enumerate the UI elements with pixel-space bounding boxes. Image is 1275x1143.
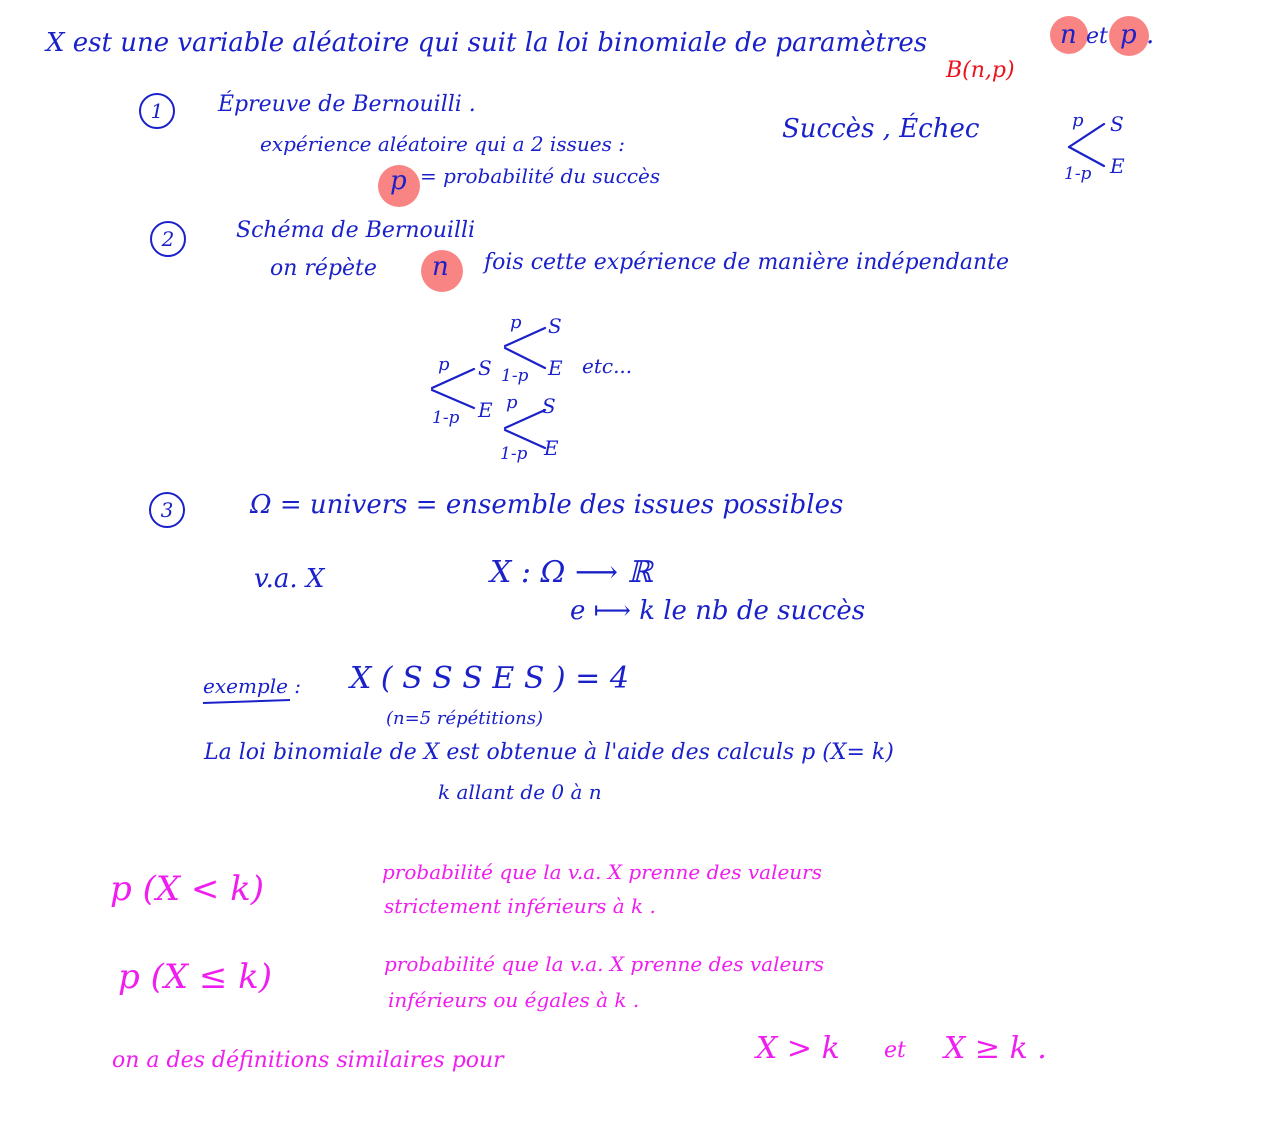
def1-formula: p (X < k) [110,869,265,909]
mapping-domain: X : Ω ⟶ ℝ [490,555,653,590]
sec1-p: p [390,166,407,196]
tree2-e-lower: E [544,436,559,460]
section-number-3: 3 [149,492,185,528]
binomial-notation: B(n,p) [946,58,1015,83]
tree2-e-upper: E [548,356,563,380]
tree2-s-lower: S [542,394,556,418]
sec2-line-a: on répète [270,256,377,281]
omega-definition: Ω = univers = ensemble des issues possibles [250,490,844,520]
tree1-failure: E [1110,154,1125,178]
def1-line1: probabilité que la v.a. X prenne des valeurs [382,860,822,884]
sec1-outcomes: Succès , Échec [782,114,980,144]
example-note: (n=5 répétitions) [386,708,543,729]
tree2-e-first: E [478,398,493,422]
def1-line2: strictement inférieurs à k . [384,894,656,918]
intro-and: et [1086,24,1108,49]
mapping-element: e ⟼ k le nb de succès [570,596,866,626]
closing-text: on a des définitions similaires pour [112,1048,504,1073]
sec1-p-definition: = probabilité du succès [420,164,661,188]
example-expression: X ( S S S E S ) = 4 [350,661,629,696]
sec2-n: n [432,252,449,282]
sec1-title: Épreuve de Bernouilli . [218,92,476,117]
tree2-p-upper: p [510,312,522,333]
tree1-p-label: p [1072,110,1084,131]
tree2-q-upper: 1-p [501,366,529,386]
tree2-q-lower: 1-p [500,444,528,464]
closing-cond2: X ≥ k . [944,1031,1047,1066]
tree2-s-upper: S [548,314,562,338]
law-line-2: k allant de 0 à n [438,780,602,804]
section-number-1: 1 [139,93,175,129]
sec2-line-b: fois cette expérience de manière indépendante [484,250,1009,275]
def2-line1: probabilité que la v.a. X prenne des valeurs [384,952,824,976]
def2-line2: inférieurs ou égales à k . [388,988,640,1012]
def2-formula: p (X ≤ k) [118,957,273,997]
closing-and: et [884,1038,906,1063]
example-label: exemple : [203,674,302,698]
tree2-p-lower: p [506,392,518,413]
tree2-etc: etc... [582,354,633,378]
tree1-success: S [1110,112,1124,136]
intro-n: n [1060,20,1077,50]
sec1-line1: expérience aléatoire qui a 2 issues : [260,132,625,156]
intro-dot: . [1146,20,1155,50]
sec2-title: Schéma de Bernouilli [236,218,476,243]
random-variable-label: v.a. X [254,564,325,594]
intro-p: p [1120,20,1137,50]
tree2-s-first: S [478,356,492,380]
tree2-p-first: p [438,354,450,375]
section-number-2: 2 [150,221,186,257]
tree2-q-first: 1-p [432,408,460,428]
intro-sentence: X est une variable aléatoire qui suit la loi binomiale de paramètres [46,28,928,58]
tree1-q-label: 1-p [1064,164,1092,184]
closing-cond1: X > k [756,1031,840,1066]
law-line-1: La loi binomiale de X est obtenue à l'aide des calculs p (X= k) [204,740,894,765]
